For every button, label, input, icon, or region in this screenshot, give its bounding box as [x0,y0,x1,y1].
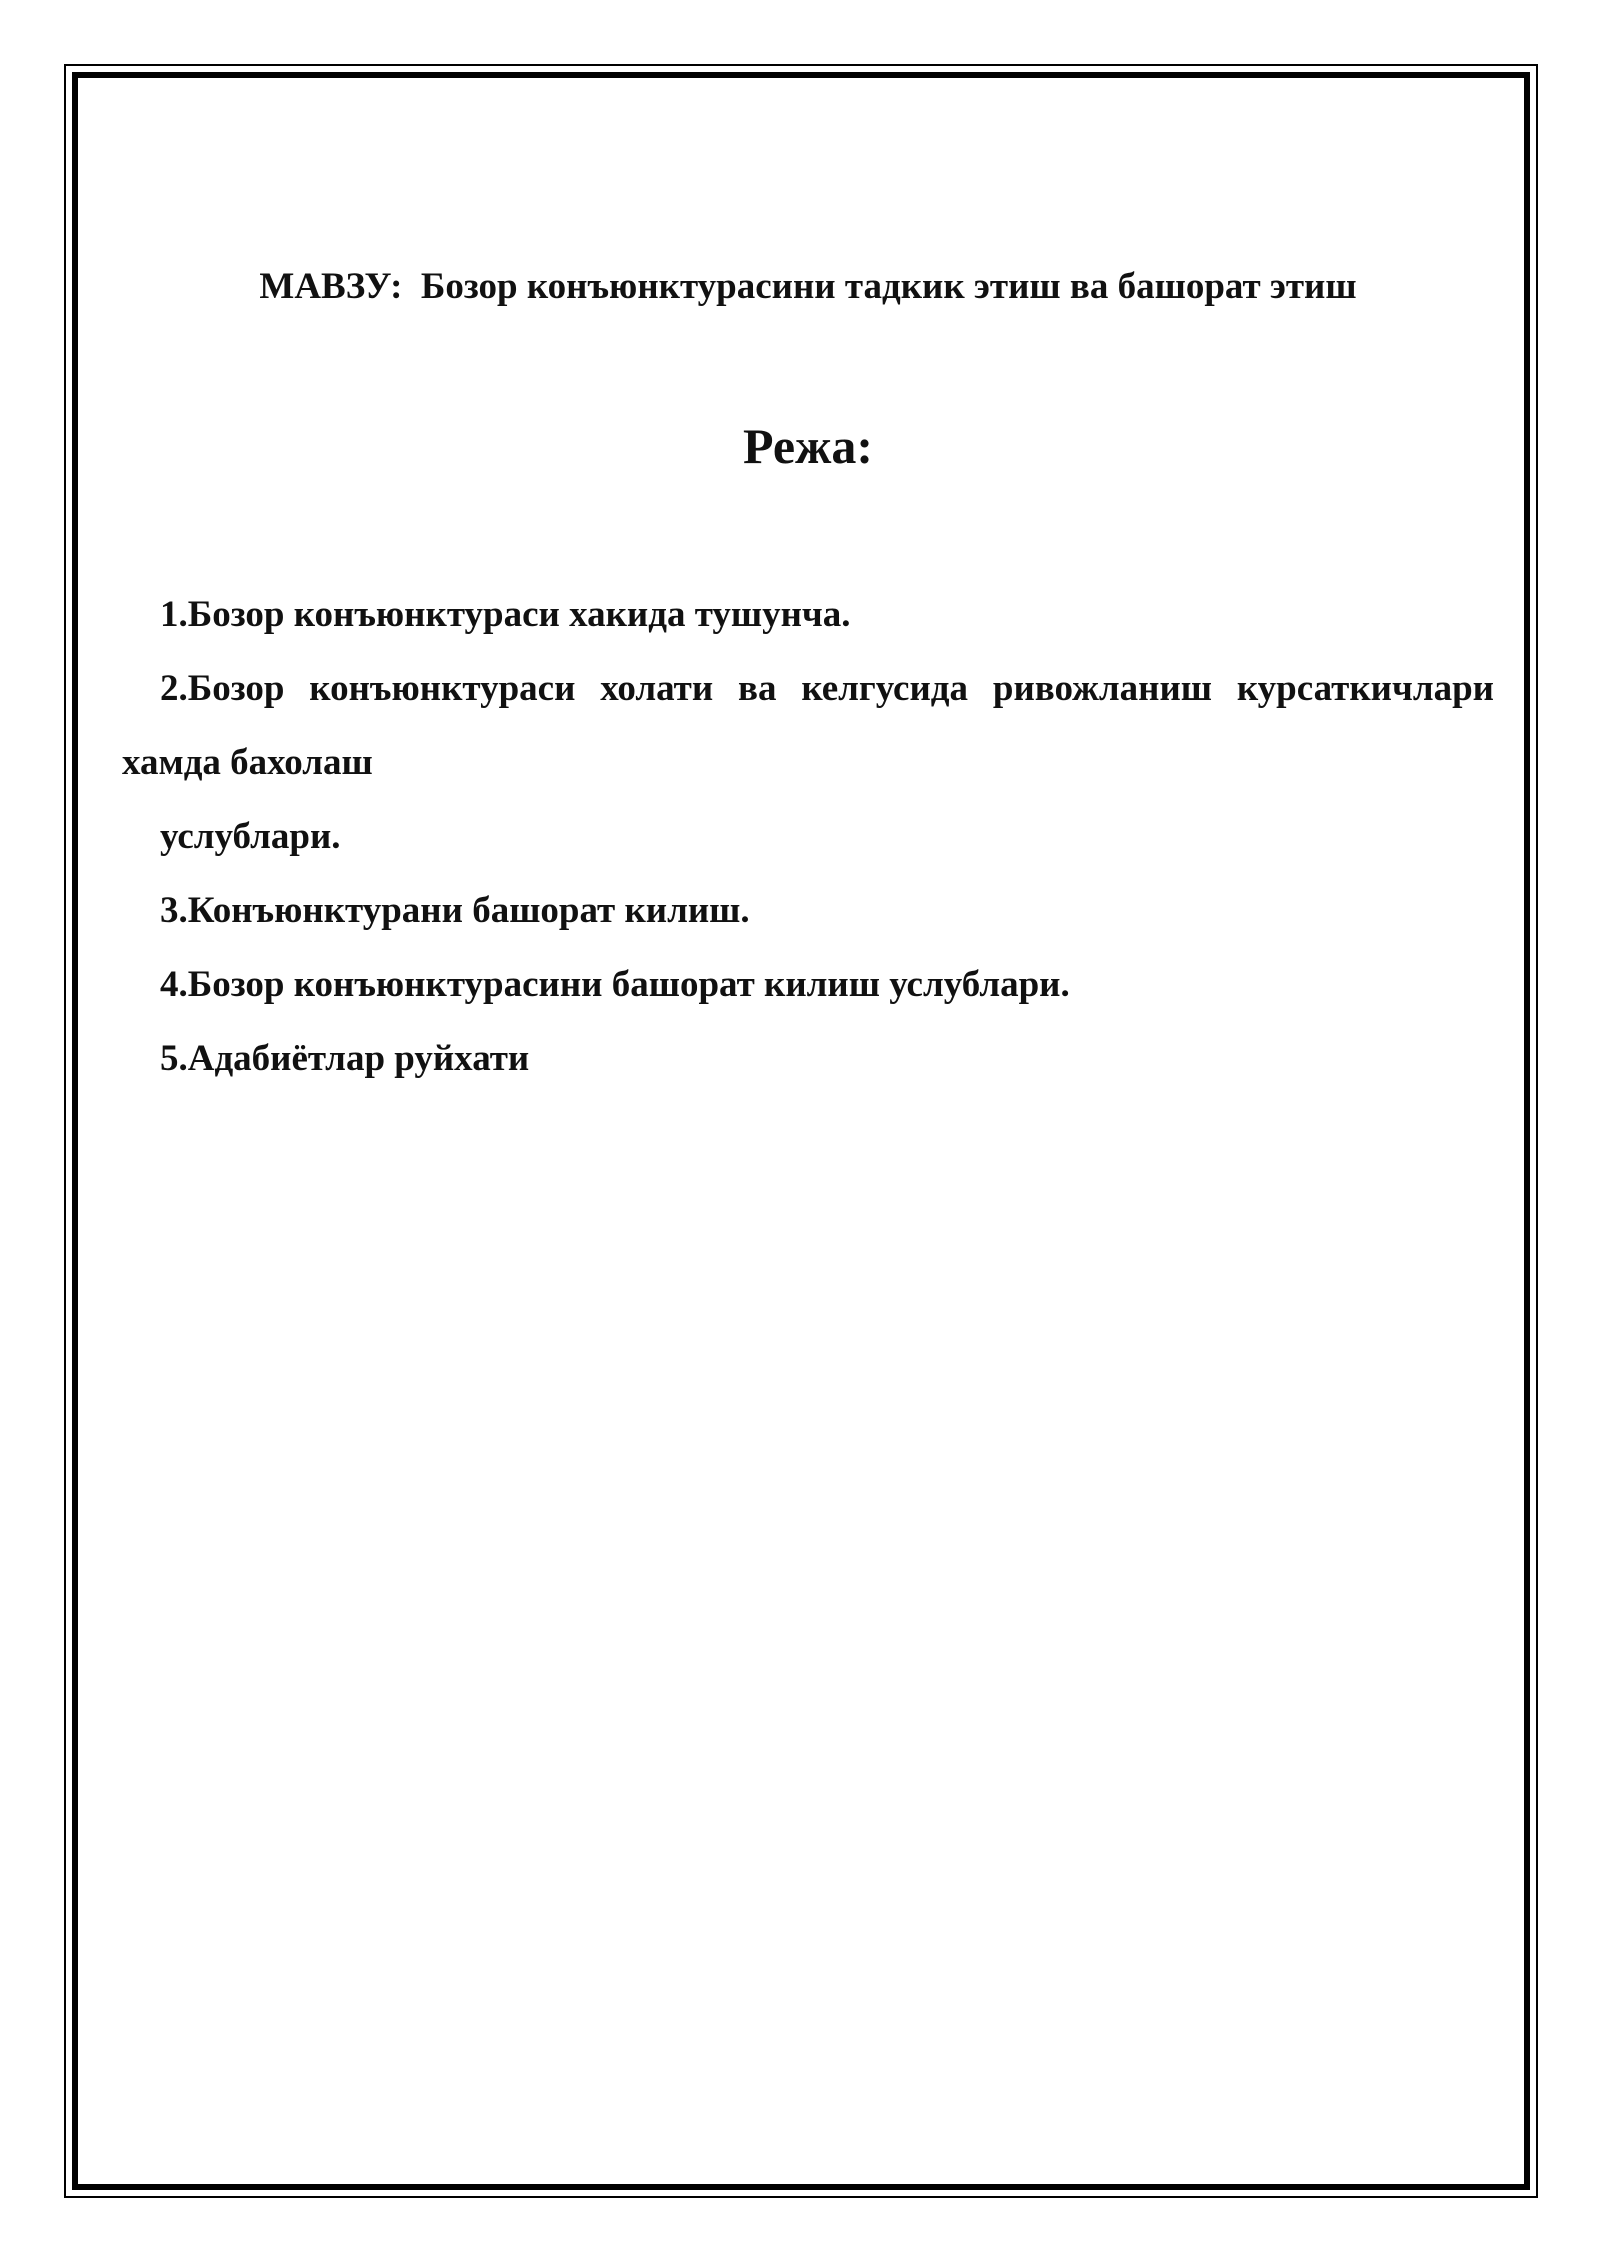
plan-item-3: 3.Конъюнктурани башорат килиш. [160,890,750,931]
topic-title: МАВЗУ: Бозор конъюнктурасини тадкик этиш ва башорат этиш [259,266,1357,307]
plan-heading: Режа: [743,418,873,474]
page-border-inner [72,72,1530,2190]
plan-item-5: 5.Адабиётлар руйхати [160,1038,530,1079]
plan-item-2: 2.Бозор конъюнктураси холати ва келгусида ривожланиш курсаткичлари хамда бахолаш [122,668,1494,783]
plan-list [122,578,1494,1096]
plan-item-4: 4.Бозор конъюнктурасини башорат килиш услублари. [160,964,1070,1005]
plan-item-1: 1.Бозор конъюнктураси хакида тушунча. [160,594,851,635]
plan-item-2-continuation: услублари. [160,816,341,857]
